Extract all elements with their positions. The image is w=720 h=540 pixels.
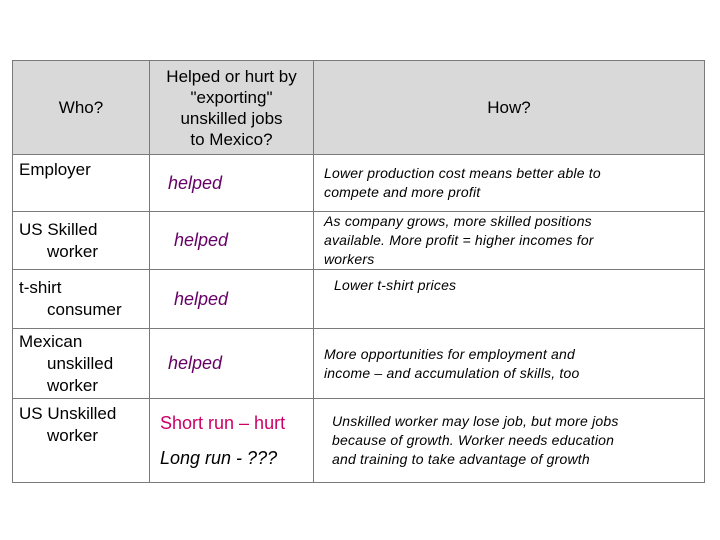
row-how — [314, 270, 705, 329]
row-how — [314, 155, 705, 212]
row-who — [13, 212, 150, 270]
row-result — [150, 399, 314, 483]
header-helped-line-2: "exporting" — [190, 87, 273, 107]
row-result-text: helped — [174, 230, 229, 250]
row-result — [150, 329, 314, 399]
row-how-line: compete and more profit — [324, 184, 481, 200]
row-who — [13, 329, 150, 399]
header-row — [13, 61, 705, 155]
row-who-line: consumer — [47, 300, 122, 319]
row-who — [13, 399, 150, 483]
row-who-line: worker — [47, 241, 99, 261]
row-who-line: US Skilled — [19, 219, 98, 239]
row-how — [314, 329, 705, 399]
row-result-text: helped — [168, 353, 223, 373]
row-who-line: Employer — [19, 160, 91, 179]
header-how — [314, 61, 705, 155]
table-row — [13, 270, 705, 329]
table-row — [13, 329, 705, 399]
row-who — [13, 155, 150, 212]
header-helped-line-1: Helped or hurt by — [166, 66, 297, 86]
row-how-line: workers — [324, 251, 375, 267]
row-result-long-run: Long run - ??? — [160, 447, 278, 468]
row-who-line: unskilled — [47, 353, 114, 373]
row-how-line: Lower t-shirt prices — [334, 277, 457, 293]
row-how-line: As company grows, more skilled positions — [324, 213, 592, 229]
row-how-line: and training to take advantage of growth — [332, 451, 590, 467]
row-how-line: Unskilled worker may lose job, but more jobs — [332, 413, 619, 429]
row-result-text: helped — [168, 172, 223, 193]
row-result — [150, 212, 314, 270]
row-result — [150, 270, 314, 329]
row-who-line: Mexican — [19, 331, 83, 351]
row-how-line: More opportunities for employment and — [324, 345, 575, 362]
row-who-line: t-shirt — [19, 278, 62, 297]
comparison-table — [12, 60, 705, 483]
row-how-line: income – and accumulation of skills, too — [324, 364, 580, 381]
header-helped-line-4: to Mexico? — [190, 129, 273, 149]
row-how-line: because of growth. Worker needs education — [332, 432, 615, 448]
header-helped-line-3: unskilled jobs — [180, 108, 283, 128]
row-how — [314, 399, 705, 483]
row-who-line: worker — [47, 426, 99, 445]
row-who — [13, 270, 150, 329]
header-who — [13, 61, 150, 155]
row-result-short-run: Short run – hurt — [160, 412, 286, 433]
row-how — [314, 212, 705, 270]
row-how-line: Lower production cost means better able to — [324, 165, 601, 181]
row-who-line: worker — [47, 375, 99, 395]
header-how-label: How? — [487, 97, 531, 117]
table-row — [13, 399, 705, 483]
row-how-line: available. More profit = higher incomes for — [324, 232, 594, 248]
row-result — [150, 155, 314, 212]
table-row — [13, 212, 705, 270]
header-helped-or-hurt — [150, 61, 314, 155]
row-result-text: helped — [174, 288, 229, 309]
table-row — [13, 155, 705, 212]
header-who-label: Who? — [58, 97, 104, 117]
row-who-line: US Unskilled — [19, 404, 117, 423]
